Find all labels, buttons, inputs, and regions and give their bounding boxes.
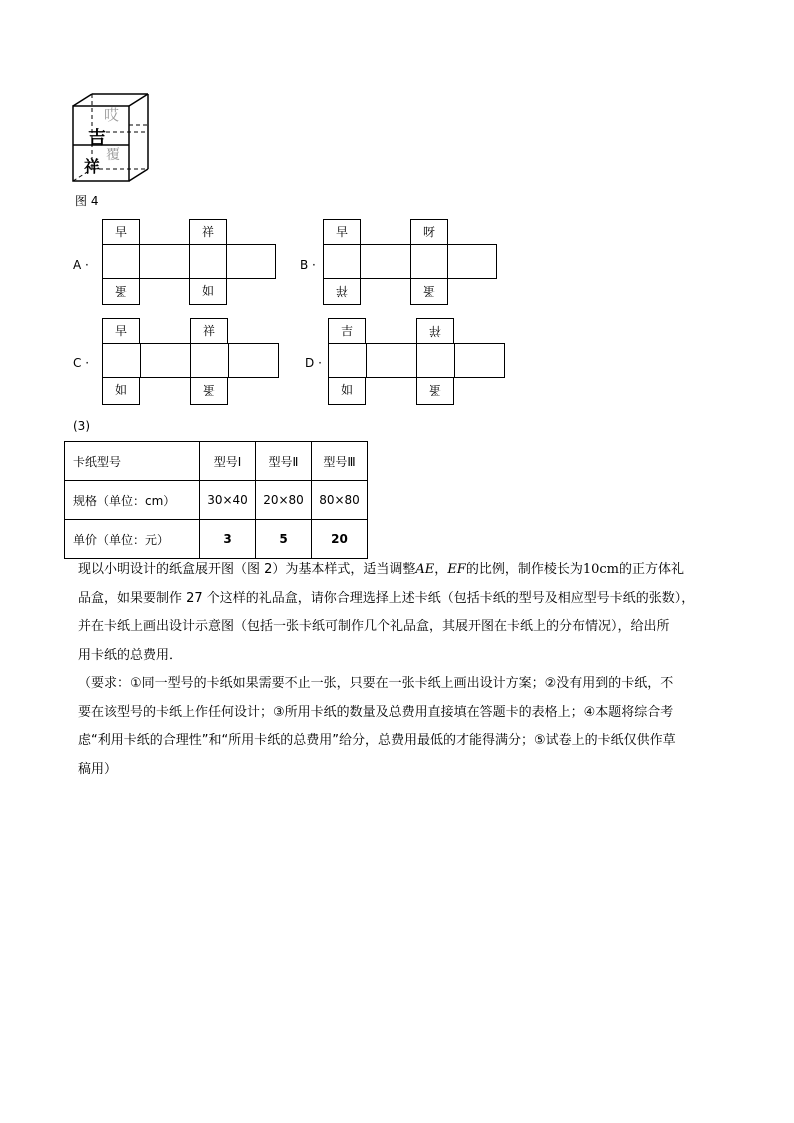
option-label-b: B ·: [300, 258, 316, 272]
paragraph-line: 虑“利用卡纸的合理性”和“所用卡纸的总费用”给分，总费用最低的才能得满分；⑤试卷上的卡纸仅供作草: [78, 733, 676, 748]
paragraph-line: 要在该型号的卡纸上作任何设计；③所用卡纸的数量及总费用直接填在答题卡的表格上；④本题将综合考: [78, 704, 674, 720]
table-row: [65, 481, 368, 520]
net-c-bottom-right: 蚤: [203, 383, 216, 397]
table-header-cell: 卡纸型号: [65, 442, 200, 481]
option-label-c: C ·: [73, 356, 90, 370]
option-label-d: D ·: [305, 356, 322, 370]
math-ae: AE: [415, 562, 435, 577]
net-c-bottom-left: 如: [114, 383, 127, 397]
net-d-bottom-right: 蚤: [429, 383, 442, 397]
paragraph-line: 品盒，如果要制作 27 个这样的礼品盒，请你合理选择上述卡纸（包括卡纸的型号及相应型号卡纸的张数），: [78, 590, 695, 606]
table-cell: 80×80: [312, 481, 368, 520]
net-d-top-left: 吉: [340, 324, 353, 338]
net-a-top-left: 早: [114, 225, 127, 239]
net-b-top-right: 呀: [422, 225, 435, 239]
net-d-bottom-left: 如: [340, 383, 353, 397]
net-b-bottom-left: 祥: [336, 284, 349, 298]
table-cell: 20: [312, 520, 368, 559]
table-header-cell: 型号Ⅲ: [312, 442, 368, 481]
net-a-top-right: 祥: [201, 225, 214, 239]
table-cell: 30×40: [200, 481, 256, 520]
net-c-top-right: 祥: [202, 324, 215, 338]
cube-right-top-char: 哎: [104, 106, 120, 124]
table-row: [65, 520, 368, 559]
table-header-row: [65, 442, 368, 481]
net-c-top-left: 早: [114, 324, 127, 338]
cube-right-bottom-char: 覆: [106, 147, 120, 163]
figure-label: 图 4: [75, 194, 99, 208]
net-b-bottom-right: 蚤: [423, 284, 436, 298]
paragraph-line: （要求：①同一型号的卡纸如果需要不止一张，只要在一张卡纸上画出设计方案；②没有用到的卡纸，不: [78, 676, 674, 691]
table-cell: 5: [256, 520, 312, 559]
cube-top-char: 吉: [88, 128, 106, 149]
paragraph-line: 现以小明设计的纸盒展开图（图 2）为基本样式，适当调整AE，EF的比例，制作棱长为10cm的正方体礼: [78, 562, 685, 577]
cube-bottom-char: 祥: [84, 157, 101, 176]
paragraph-line: 稿用）: [78, 761, 118, 777]
table-header-cell: 型号Ⅱ: [256, 442, 312, 481]
problem-paragraph: [78, 556, 728, 784]
paragraph-line: 用卡纸的总费用．: [78, 647, 183, 663]
card-spec-table: [64, 441, 368, 559]
math-ef: EF: [447, 562, 466, 577]
net-a-bottom-right: 如: [201, 284, 214, 298]
table-cell: 3: [200, 520, 256, 559]
table-cell: 规格（单位：cm）: [65, 481, 200, 520]
net-a-bottom-left: 蚤: [115, 284, 128, 298]
math-length: 10cm: [582, 562, 619, 577]
net-b-top-left: 早: [335, 225, 348, 239]
table-cell: 20×80: [256, 481, 312, 520]
table-header-cell: 型号Ⅰ: [200, 442, 256, 481]
part-label: (3): [73, 419, 90, 433]
option-label-a: A ·: [73, 258, 89, 272]
table-cell: 单价（单位：元）: [65, 520, 200, 559]
paragraph-line: 并在卡纸上画出设计示意图（包括一张卡纸可制作几个礼品盒，其展开图在卡纸上的分布情况），给出所: [78, 619, 670, 634]
net-d-top-right: 祥: [429, 324, 442, 338]
